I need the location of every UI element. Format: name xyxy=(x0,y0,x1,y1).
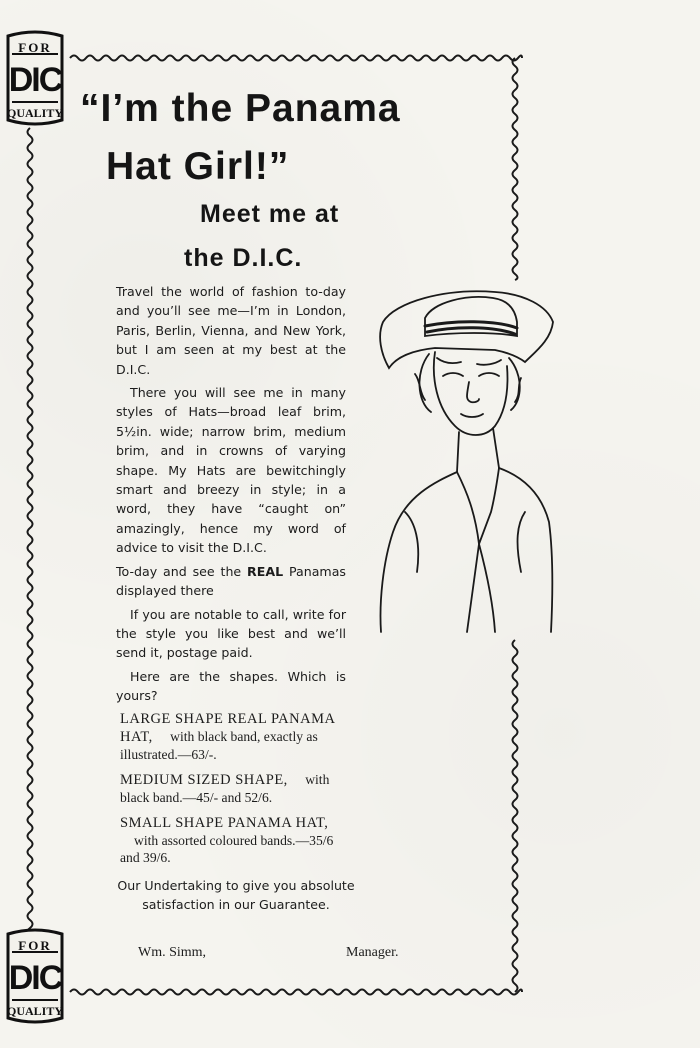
wavy-border-right-upper xyxy=(513,58,518,280)
emblem-for-text: FOR xyxy=(18,938,52,953)
paragraph-styles: There you will see me in many styles of Hats—broad leaf brim, 5½in. wide; narrow brim, medium brim, and in crowns of varying shape. My Hats are bewitchingly smart and breezy in style; in a word, they have “caught on” amazingly, hence my word of advice to visit the D.I.C. xyxy=(116,385,346,556)
shape-detail: with assorted coloured bands.—35/6 and 39/6. xyxy=(120,833,334,865)
shape-price-list xyxy=(120,710,352,874)
wavy-border-right-lower xyxy=(513,640,518,992)
shape-item-large xyxy=(120,710,352,763)
dic-quality-emblem-top xyxy=(2,30,68,126)
headline-line-2: Hat Girl!” xyxy=(106,145,290,188)
signature-title: Manager. xyxy=(346,945,399,960)
wavy-border-bottom xyxy=(70,990,522,995)
ad-body-copy xyxy=(116,282,346,710)
subheadline-line-1: Meet me at xyxy=(200,200,340,228)
shape-name: SMALL SHAPE PANAMA HAT, xyxy=(120,815,329,831)
emblem-monogram: DIC xyxy=(8,61,62,99)
shape-item-small xyxy=(120,814,352,866)
subheadline xyxy=(170,192,370,280)
paragraph-write: If you are notable to call, write for the style you like best and we’ll send it, postage paid. xyxy=(116,606,346,661)
shape-item-medium xyxy=(120,771,352,806)
paragraph-today xyxy=(116,562,346,601)
shape-name: MEDIUM SIZED SHAPE, xyxy=(120,772,288,788)
today-text: To-day and see the xyxy=(116,563,242,579)
wavy-border-left xyxy=(28,128,33,932)
signature-name: Wm. Simm, xyxy=(138,945,207,960)
wavy-border-top xyxy=(70,56,522,61)
dic-quality-emblem-bottom xyxy=(2,928,68,1024)
shape-detail: with black band.—45/- and 52/6. xyxy=(120,772,330,805)
emblem-for-text: FOR xyxy=(18,40,52,55)
real-emphasis: REAL xyxy=(247,563,284,579)
panama-hat-girl-illustration xyxy=(375,282,555,642)
emblem-quality-text: QUALITY xyxy=(6,1004,63,1018)
paragraph-shapes-intro: Here are the shapes. Which is yours? xyxy=(116,668,346,704)
guarantee-text: Our Undertaking to give you absolute satisfaction in our Guarantee. xyxy=(117,878,355,913)
emblem-monogram: DIC xyxy=(8,959,62,997)
shape-name: LARGE SHAPE REAL PANAMA HAT, xyxy=(120,711,335,745)
subheadline-line-2: the D.I.C. xyxy=(184,244,303,272)
shape-detail: with black band, exactly as illustrated.—63/-. xyxy=(120,729,318,762)
headline xyxy=(80,80,410,196)
emblem-quality-text: QUALITY xyxy=(6,106,63,120)
paragraph-travel: Travel the world of fashion to-day and you’ll see me—I’m in London, Paris, Berlin, Vienna, and New York, but I am seen at my best at the D.I.C. xyxy=(116,284,346,377)
today-text-end: Panamas displayed there xyxy=(116,563,346,599)
headline-line-1: “I’m the Panama xyxy=(80,87,401,130)
